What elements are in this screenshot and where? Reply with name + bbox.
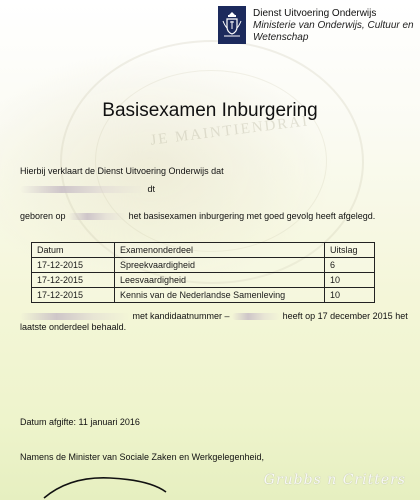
table-cell: Kennis van de Nederlandse Samenleving	[115, 288, 325, 303]
issue-date: Datum afgifte: 11 januari 2016	[20, 417, 140, 427]
signature-mark	[40, 472, 170, 500]
column-header: Datum	[32, 243, 115, 258]
redacted-name	[20, 186, 145, 193]
column-header: Examenonderdeel	[115, 243, 325, 258]
table-cell: Spreekvaardigheid	[115, 258, 325, 273]
watermark: Grubbs n Critters	[263, 472, 406, 488]
coat-of-arms-icon	[222, 12, 242, 38]
table-header-row	[32, 243, 375, 258]
intro-text: Hierbij verklaart de Dienst Uitvoering Onderwijs dat	[20, 166, 224, 176]
rijksoverheid-logo	[218, 6, 246, 44]
table-cell: Leesvaardigheid	[115, 273, 325, 288]
candidate-text-1: met kandidaatnummer –	[132, 311, 230, 321]
candidate-number-line	[20, 311, 408, 321]
column-header: Uitslag	[325, 243, 375, 258]
table-cell: 10	[325, 288, 375, 303]
candidate-text-2: heeft op 17 december 2015 het	[282, 311, 408, 321]
table-cell: 10	[325, 273, 375, 288]
redacted-candidate-number	[232, 313, 280, 320]
table-row	[32, 273, 375, 288]
table-row	[32, 258, 375, 273]
candidate-name-line	[20, 184, 155, 194]
birth-line	[20, 211, 375, 221]
table-row	[32, 288, 375, 303]
exam-results-table	[31, 242, 375, 303]
table-cell: 17-12-2015	[32, 258, 115, 273]
redacted-birthdate	[68, 213, 126, 220]
candidate-line-2: laatste onderdeel behaald.	[20, 322, 127, 332]
table-cell: 17-12-2015	[32, 288, 115, 303]
document-title: Basisexamen Inburgering	[102, 100, 318, 121]
table-cell: 6	[325, 258, 375, 273]
redacted-candidate-name	[20, 313, 130, 320]
org-name: Dienst Uitvoering Onderwijs	[253, 8, 377, 19]
background-seal-inner	[95, 70, 327, 252]
birth-suffix: het basisexamen inburgering met goed gevolg heeft afgelegd.	[128, 211, 376, 221]
name-suffix: dt	[147, 184, 156, 194]
birth-prefix: geboren op	[20, 211, 66, 221]
table-cell: 17-12-2015	[32, 273, 115, 288]
organisation-name	[253, 8, 420, 44]
background-motto: JE MAINTIENDRAI	[149, 113, 310, 149]
ministry-line-1: Ministerie van Onderwijs, Cultuur en	[253, 20, 414, 31]
ministry-line-2: Wetenschap	[253, 32, 309, 43]
signatory-line: Namens de Minister van Sociale Zaken en Werkgelegenheid,	[20, 452, 264, 462]
